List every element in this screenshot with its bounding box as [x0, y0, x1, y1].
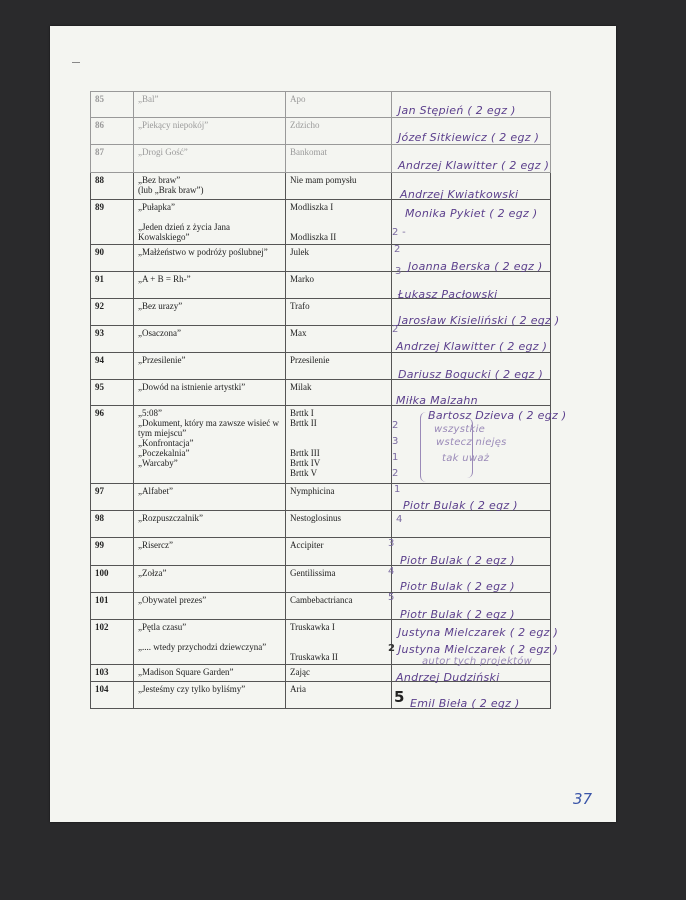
row-pseudonym: Aria: [286, 682, 392, 709]
table-row: [91, 380, 551, 406]
row-title: „Bal”: [134, 92, 286, 118]
handwriting-99-count: 3: [388, 538, 395, 549]
row-pseudonym: Brttk I Brttk II Brttk III Brttk IV Brttk V: [286, 406, 392, 484]
handwriting-96: Bartosz Dzieva ( 2 egz ): [428, 409, 567, 422]
row-title: „5:08” „Dokument, który ma zawsze wisieć w tym miejscu” „Konfrontacja” „Poczekalnia” „Warcaby”: [134, 406, 286, 484]
handwriting-100-count: 4: [388, 566, 395, 577]
row-title: „Pętla czasu” „.... wtedy przychodzi dziewczyna”: [134, 620, 286, 665]
handwriting-97-count: 1: [394, 484, 401, 495]
handwriting-103b: Andrzej Dudziński: [396, 671, 500, 684]
row-pseudonym: Zając: [286, 665, 392, 682]
row-pseudonym: Gentilissima: [286, 566, 392, 593]
row-title: „Rozpuszczalnik”: [134, 511, 286, 538]
row-number: 89: [91, 200, 134, 245]
row-pseudonym: Cambebactrianca: [286, 593, 392, 620]
handwriting-93: Jarosław Kisieliński ( 2 egz ): [398, 314, 560, 327]
handwriting-101-count: 5: [388, 592, 395, 603]
row-number: 95: [91, 380, 134, 406]
row-number: 88: [91, 173, 134, 200]
handwriting-102: Justyna Mielczarek ( 2 egz ): [398, 626, 559, 639]
handwriting-104-count: 5: [394, 688, 405, 706]
row-number: 85: [91, 92, 134, 118]
row-title: „Osaczona”: [134, 326, 286, 353]
row-title: „Drogi Gość”: [134, 145, 286, 173]
handwriting-88: Andrzej Kwiatkowski: [400, 188, 519, 201]
row-title: „Zołza”: [134, 566, 286, 593]
handwriting-95b: Miłka Malzahn: [396, 394, 478, 407]
handwriting-95: Dariusz Bogucki ( 2 egz ): [398, 368, 544, 381]
row-pseudonym: Max: [286, 326, 392, 353]
row-number: 99: [91, 538, 134, 566]
row-pseudonym: Zdzicho: [286, 118, 392, 145]
row-pseudonym: Przesilenie: [286, 353, 392, 380]
row-title: „Pułapka” „Jeden dzień z życia Jana Kowalskiego”: [134, 200, 286, 245]
row-pseudonym: Nie mam pomysłu: [286, 173, 392, 200]
row-number: 97: [91, 484, 134, 511]
row-pseudonym: Julek: [286, 245, 392, 272]
row-pseudonym: Milak: [286, 380, 392, 406]
handwritten-brace-left: [420, 412, 431, 482]
row-pseudonym: Nestoglosinus: [286, 511, 392, 538]
row-title: „Risercz”: [134, 538, 286, 566]
row-number: 94: [91, 353, 134, 380]
handwriting-98-count: 4: [396, 514, 403, 525]
row-title: „Alfabet”: [134, 484, 286, 511]
row-number: 91: [91, 272, 134, 299]
handwriting-100: Piotr Bulak ( 2 egz ): [400, 580, 515, 593]
handwriting-101: Piotr Bulak ( 2 egz ): [400, 608, 515, 621]
handwriting-91-count: 3: [395, 266, 402, 277]
handwriting-104: Emil Bieła ( 2 egz ): [410, 697, 520, 710]
row-title: „Dowód na istnienie artystki”: [134, 380, 286, 406]
row-number: 101: [91, 593, 134, 620]
row-number: 90: [91, 245, 134, 272]
handwriting-94: Andrzej Klawitter ( 2 egz ): [396, 340, 548, 353]
handwriting-96c: wstecz niejęs: [436, 437, 507, 448]
handwriting-96b: wszystkie: [434, 424, 486, 435]
row-title: „Obywatel prezes”: [134, 593, 286, 620]
row-number: 98: [91, 511, 134, 538]
handwriting-96-counts: 2 3 1 2: [392, 420, 399, 479]
handwriting-97: Piotr Bulak ( 2 egz ): [403, 499, 518, 512]
document-page: [50, 26, 616, 822]
row-number: 103: [91, 665, 134, 682]
row-signature-cell: [392, 511, 551, 538]
handwriting-91: Joanna Berska ( 2 egz ): [408, 260, 543, 273]
row-title: „A + B = Rh-”: [134, 272, 286, 299]
row-title: „Małżeństwo w podróży poślubnej”: [134, 245, 286, 272]
table-row: [91, 511, 551, 538]
handwriting-89-count: 2 -: [392, 227, 407, 238]
row-number: 100: [91, 566, 134, 593]
handwriting-90-count: 2: [394, 244, 401, 255]
handwriting-92: Łukasz Pacłowski: [398, 288, 498, 301]
row-title: „Jesteśmy czy tylko byliśmy”: [134, 682, 286, 709]
row-title: „Madison Square Garden”: [134, 665, 286, 682]
handwriting-103: autor tych projektów: [422, 656, 533, 667]
row-pseudonym: Nymphicina: [286, 484, 392, 511]
row-title: „Bez urazy”: [134, 299, 286, 326]
row-pseudonym: Trafo: [286, 299, 392, 326]
row-pseudonym: Accipiter: [286, 538, 392, 566]
handwriting-102b: Justyna Mielczarek ( 2 egz ): [398, 643, 559, 656]
row-number: 96: [91, 406, 134, 484]
page-number: 37: [573, 790, 593, 808]
row-title: „Przesilenie”: [134, 353, 286, 380]
row-title: „Bez braw” (lub „Brak braw”): [134, 173, 286, 200]
handwriting-102-count: 2: [388, 643, 396, 654]
handwriting-96d: tak uważ: [442, 453, 490, 464]
handwriting-86: Józef Sitkiewicz ( 2 egz ): [398, 131, 540, 144]
handwriting-93-count: 2: [392, 324, 399, 335]
row-pseudonym: Apo: [286, 92, 392, 118]
row-number: 87: [91, 145, 134, 173]
row-number: 104: [91, 682, 134, 709]
margin-mark: [72, 62, 80, 63]
row-number: 92: [91, 299, 134, 326]
row-pseudonym: Bankomat: [286, 145, 392, 173]
row-title: „Piekący niepokój”: [134, 118, 286, 145]
row-number: 86: [91, 118, 134, 145]
handwritten-brace-right: [464, 418, 473, 478]
handwriting-85: Jan Stępień ( 2 egz ): [398, 104, 516, 117]
handwriting-89: Monika Pykiet ( 2 egz ): [405, 207, 538, 220]
row-number: 102: [91, 620, 134, 665]
handwriting-99: Piotr Bulak ( 2 egz ): [400, 554, 515, 567]
row-pseudonym: Truskawka I Truskawka II: [286, 620, 392, 665]
row-pseudonym: Marko: [286, 272, 392, 299]
row-pseudonym: Modliszka I Modliszka II: [286, 200, 392, 245]
row-number: 93: [91, 326, 134, 353]
handwriting-87: Andrzej Klawitter ( 2 egz ): [398, 159, 550, 172]
